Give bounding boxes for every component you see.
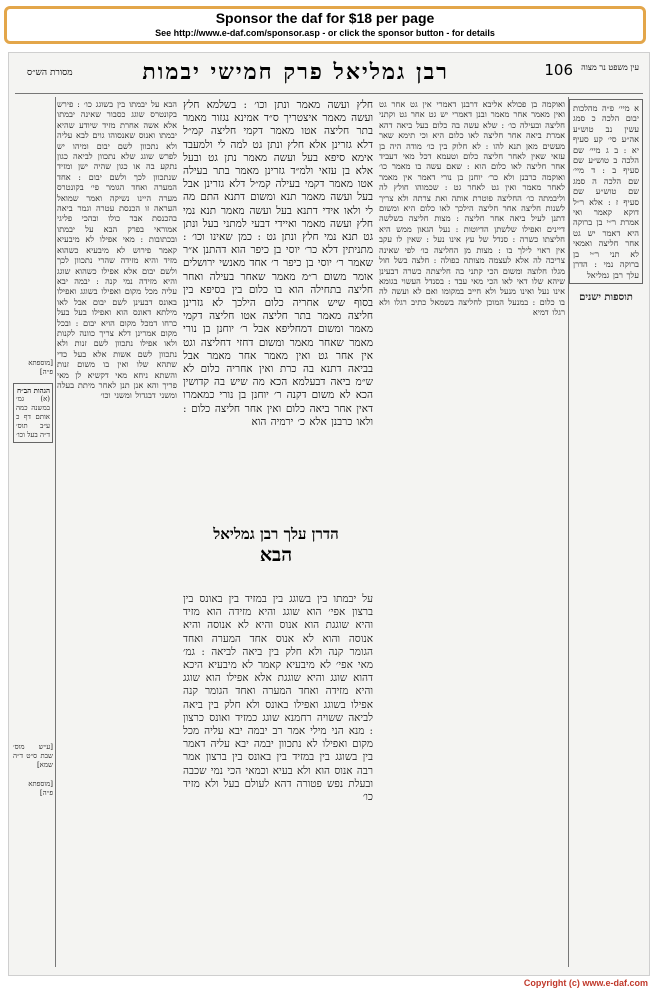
left-margin-note-4: [ע״ש מוס׳ שבת ס״ט ד״ה שמא] bbox=[13, 743, 53, 769]
copyright-link[interactable]: Copyright (c) www.e-daf.com bbox=[523, 978, 648, 988]
right-margin-column bbox=[569, 99, 643, 959]
hagahot-text: (א) גמ׳ במשנה כמה אותם דף כ ע״ב תוס׳ ד״ה בעל וכו׳ bbox=[16, 395, 50, 439]
ein-mishpat-box bbox=[569, 99, 643, 284]
left-margin-note-1: [מוספתא פ״ה] bbox=[28, 359, 53, 376]
gemara-bottom-column bbox=[183, 593, 373, 933]
divider-line bbox=[568, 97, 569, 967]
hadran-heading bbox=[183, 525, 369, 567]
sponsor-banner-title[interactable]: Sponsor the daf for $18 per page bbox=[215, 10, 435, 26]
page-header bbox=[9, 59, 649, 89]
rashi-column bbox=[379, 99, 565, 969]
talmud-page-scan bbox=[8, 52, 650, 976]
left-head-note: מסורת הש״ס bbox=[27, 68, 73, 78]
left-margin-column bbox=[13, 99, 53, 959]
hagahot-box bbox=[13, 383, 53, 443]
running-title: רבן גמליאל פרק חמישי יבמות bbox=[142, 59, 449, 85]
tosafot-column bbox=[57, 99, 177, 969]
header-rule bbox=[15, 93, 643, 94]
tosafot-yeshanim-title: תוספות ישנים bbox=[579, 291, 633, 303]
rashi-text: ואוקמה בן פכולא אליבא דרבנן דאמרי אין גט אחר גט ואין מאמר אחר מאמר ובנן דאמרי יש גט אחר גט וקתני חליצה ובעילה כו׳ : שלא עשה בה כלום בעל ביאה דהא אמרת ביאה אחר חליצה לאו כלום היא וכי תימא שאר מעשים מאן תנא להו : לא חלוק בין כו׳ מודה היה בן עזאי שאין לאחר חליצה כלום וטעמא דכל מאי דעביד אחר חליצה לאו כלום הוא : שאם עשה בו מאמר כו׳ ואוקמה כרבנן ולא כר׳ יוחנן בן נורי דאמר אין מאמר לאחר מאמר ואין גט לאחר גט : שכמוהו חולץ לה וליבמתה כו׳ החליצה פוטרת אותה ואת צרתה ולא צריך לשנות חליצה אחר חליצה הילכך לאו כלום היא ומשום דתנן לעיל ביאה אחר חליצה : מצות חליצה בשלשה דיינים ואפילו שלשתן הדיוטות : נעל הגאון ממש היא חליצתו כשרה : סנדל של עץ אינו נעל : שאין לו עקב אין ראוי לילך בו : מצות מן החליצה כו׳ לפי שאינה צריכה לה אלא לעצמה מצותה כפולה : חלצה בשל חול מגלו חלוצה ומשום הכי קתני בה חליצתה כשרה דבעינן שיהא שלו דאי לאו הכי מאי עבד : בסנדל העשוי בגומא אינו נעל ואינו מנעל ולא חייב במקומו ואם לא ועשה לה בו כלום : במנעל המוכן לחליצה בשמאל כתיב רגלו ולא רגלו דמיא bbox=[379, 99, 565, 318]
hagahot-title: הגהות הב״ח bbox=[16, 386, 50, 395]
tosafot-text: הבא על יבמתו בין בשוגג כו׳ : פירש בקונטרס שוגג כסבור שאינה יבמתו אלא אשה אחרת מזיד שיודע שהיא יבמתו ואנוס שאנסוהו גוים לבא עליה ולא נתכוון לשם יבום ומיהו יש לפרש שוגג שלא נתכוון לביאה כגון נתקע בה או כגון שהיה ישן ומזיד שנתכוון לכך ולשם יבום : אחד המערה ואחד הגומר פי׳ בקונטרס מערה היינו נשיקה ואמר שמואל העראה זו הכנסת עטרה וגמר ביאה בהכנסת אבר כולו ובהכי פליגי אמוראי בפרק הבא על יבמתו ובכתובות : מאי אפילו לא מיבעיא קאמר פירוש לא מיבעיא כשהוא מזיד והיא מזידה שהרי נתכוון לכך ולשם יבום אלא אפילו כשהוא שוגג והיא מזידה נמי קנה : יבמה יבא עליה מכל מקום ואפילו בשוגג ואפילו באונס דבעינן לשם יבום אבל לאו מילתא דאונס הוא ואפילו בעל בעל כרחו דמכל מקום הויא יבום : ובכל מקום אמרינן דלא צריך כוונה לקנות ולאו אפילו נתכוון לשם זנות ולא נתכוון לשם אשות אלא בעל כדי שתהא שלו ואין בו משום זנות והשתא ניחא מאי דקשיא לן מאי פריך והא אנן תנן לאחר מיתת בעלה ומשני דבגדול ומשני וכו׳ bbox=[57, 99, 177, 401]
mishnah-label: הבא bbox=[259, 544, 293, 566]
hadran-text: הדרן עלך רבן גמליאל bbox=[213, 525, 339, 543]
right-head-note: עין משפט נר מצוה bbox=[581, 63, 639, 72]
gemara-bottom-text: על יבמתו בין בשוגג בין במזיד בין באונס בין ברצון אפי׳ הוא שוגג והיא מזידה הוא מזיד והיא שוגגת הוא אנוס והיא לא אנוסה והיא אנוסה והוא לא אנוס אחד המערה ואחד הגומר קנה ולא חלק בין ביאה לביאה : גמ׳ מאי אפי׳ לא מיבעיא קאמר לא מיבעיא היכא דהוא שוגג והיא שוגגת אלא אפילו הוא שוגג והיא מזידה ואחד המערה ואחד הגומר קנה אפילו בשוגג ואפילו באונס ולא חלק בין ביאה לביאה ששויה רחמנא שוגג כמזיד ואונס כרצון : מנא הני מילי אמר רב יבמה יבא עליה מכל מקום ואפילו לא נתכוון יבמה יבא עליה דאמר בין בשוגג בין במזיד בין באונס בין ברצון אמר רבה אנוס הוא ולא בעיא וכמאי הכי נמי שכבה ובעלת נפש פטורה דהא לעולם בעל ולא מזיד כו׳ bbox=[183, 593, 373, 804]
sponsor-banner-link[interactable]: See http://www.e-daf.com/sponsor.asp - or click the sponsor button - for details bbox=[155, 28, 495, 38]
left-margin-note-5: [מוספתא פ״ה] bbox=[28, 780, 53, 797]
gemara-top-text: חלץ ועשה מאמר ונתן וכו׳ : בשלמא חלץ ועשה מאמר איצטריך ס״ד אמינא נגזור מאמר בתר חליצה אטו מאמר דקמי חליצה קמ״ל דלא גזרינן אלא חלץ ונתן גט למה לי ולמעבד אימא סיפא בעל ועשה מאמר נתן גט ובעל אלא בן עזאי ולמ״ד גזרינן מאמר בתר בעילה אטו מאמר דקמי בעילה קמ״ל דלא גזרינן אבל בעל ועשה מאמר תנא ומשום דתנא התם מה לי ולאו אידי דתנא בעל ועשה מאמר תנא נמי חלץ ועשה מאמר ואיידי דבעי למתני בעל ונתן גט תנא נמי חלץ ונתן גט : כמן שאינו וכו׳ : מתניתין דלא כר׳ יוסי בן כיפר הוא דהתנן א״ר שאמר ר׳ יוסי בן כיפר ר׳ אחד מאנשי ירושלים אומר משום ר״מ מאמר שאחר בעילה ואחר חליצה בתחילה הוא בו כלום בין בסיפא בין בסוף שיש אחריה כלום הילכך לא גזרינן חליצה מאמר בתר חליצה אטו חליצה דקמי מאמר ומשום דמחליפא אבל ר׳ יוחנן בן נורי מאמר שאחר מאמר ומשום דחזי דחליצה וגט אין אחר גט ואין מאמר אחר מאמר אבל בביאה דתנא בה כרת ואין אחריה כלום לא ש״מ ביאה דבעלמא הכא מה שיש בה קדושין הכא לא משום דקנה ר׳ יוחנן בן נורי כמאמרו דאין אחר ביאה כלום ואין אחר חליצה כלום : ולאו כרבנן אלא כ׳ ירמיה הוא bbox=[183, 99, 373, 428]
right-margin-text: א מיי׳ פ״ה מהלכות יבום הלכה כ סמג עשין נב טוש״ע אה״ע סי׳ קע סעיף יא : ב ג מיי׳ שם הלכה ב טוש״ע שם סעיף ב : ד מיי׳ שם הלכה ה סמג שם טוש״ע שם סעיף ז : אלא ר״ל דוקא קאמר ואי אמרת ר״י בן ברוקה היא דאמר יש גט אחר חליצה ואמאי לא תני ר״י בן ברוקה נמי : הדרן עלך רבן גמליאל bbox=[573, 103, 639, 280]
sponsor-banner[interactable] bbox=[4, 6, 646, 44]
page-number: 106 bbox=[544, 61, 573, 79]
divider-line bbox=[55, 97, 56, 967]
